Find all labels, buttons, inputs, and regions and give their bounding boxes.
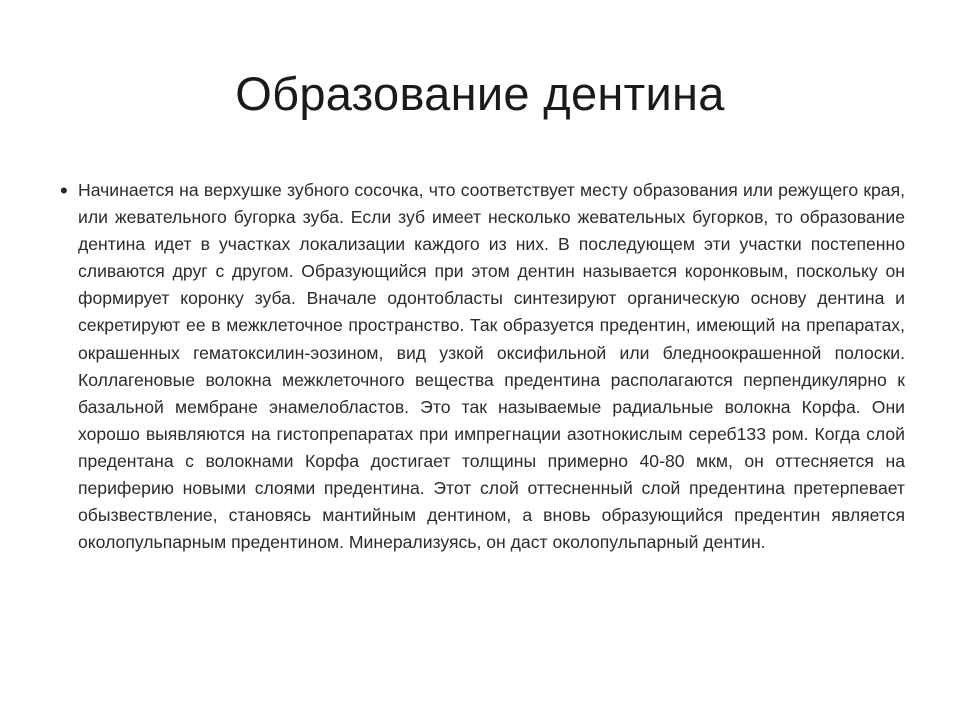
bullet-marker: • <box>60 178 68 203</box>
slide-title: Образование дентина <box>235 67 725 120</box>
slide-content <box>60 177 905 556</box>
bullet-item <box>60 177 905 556</box>
bullet-text: Начинается на верхушке зубного сосочка, что соответствует месту образования или режущего края, или жевательного бугорка зуба. Если зуб имеет несколько жевательных бугорков, то образование дентина идет в участках локализации каждого из них. В последующем эти участки постепенно сливаются друг с другом. Образующийся при этом дентин называется коронковым, поскольку он формирует коронку зуба. Вначале одонтобласты синтезируют органическую основу дентина и секретируют ее в межклеточное пространство. Так образуется предентин, имеющий на препаратах, окрашенных гематоксилин-эозином, вид узкой оксифильной или бледноокрашенной полоски. Коллагеновые волокна межклеточного вещества предентина располагаются перпендикулярно к базальной мембране энамелобластов. Это так называемые радиальные волокна Корфа. Они хорошо выявляются на гистопрепаратах при импрегнации азотнокислым сереб133 ром. Когда слой предентана с волокнами Корфа достигает толщины примерно 40-80 мкм, он оттесняется на периферию новыми слоями предентина. Этот слой оттесненный слой предентина претерпевает обызвествление, становясь мантийным дентином, а вновь образующийся предентин является околопульпарным предентином. Минерализуясь, он даст околопульпарный дентин. <box>78 180 905 553</box>
